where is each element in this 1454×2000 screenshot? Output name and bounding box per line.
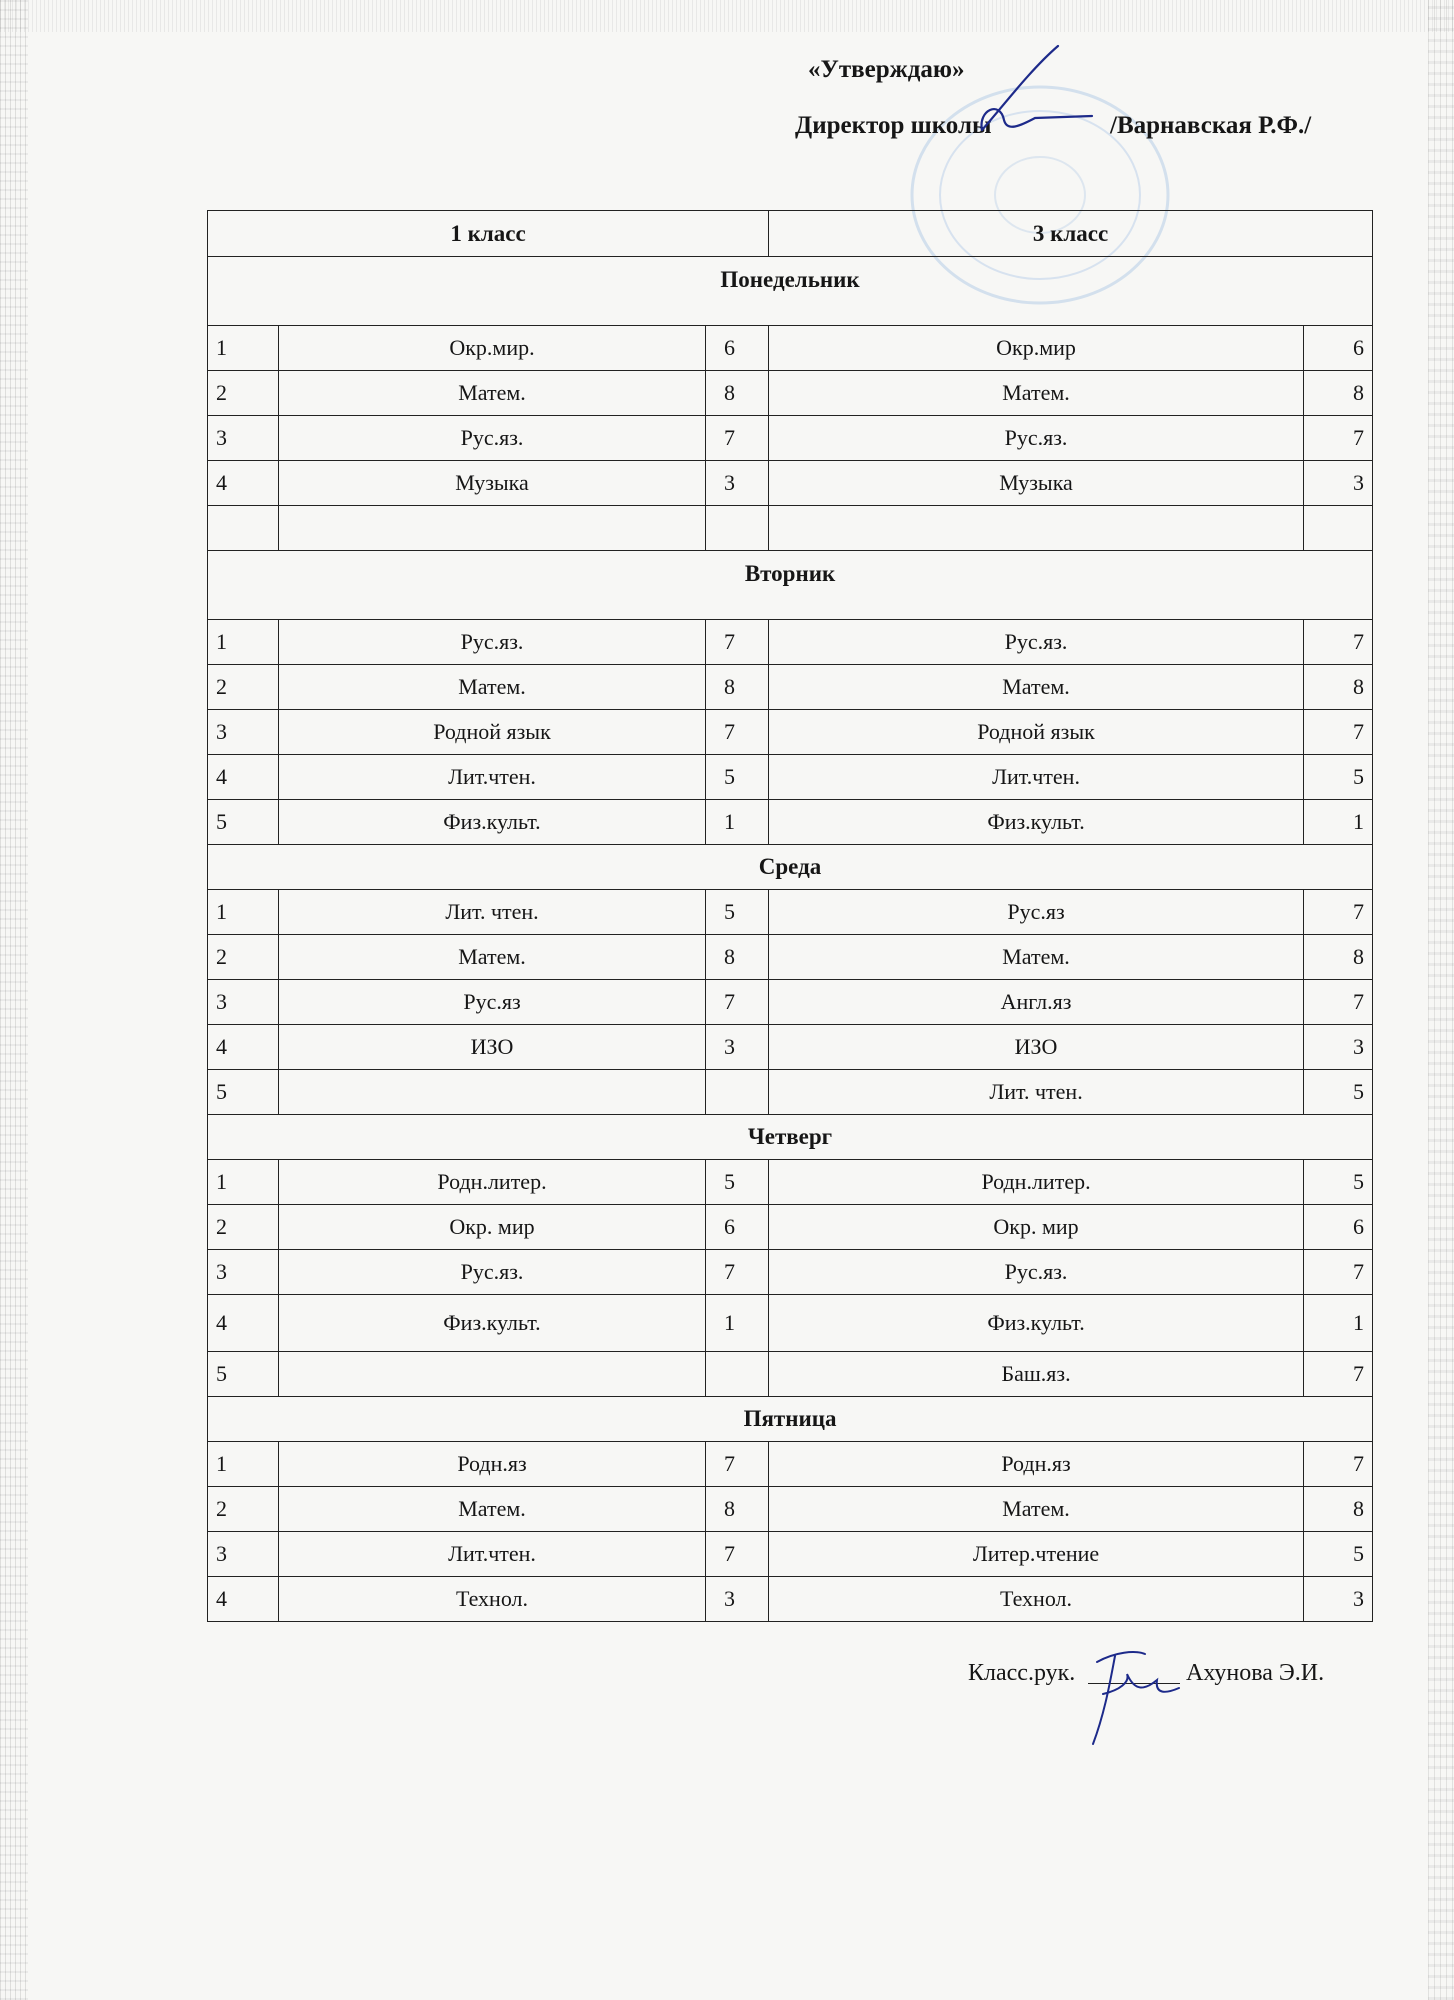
lesson-row — [208, 620, 1373, 665]
lesson-row — [208, 755, 1373, 800]
class3-hours: 1 — [1304, 1295, 1373, 1352]
day-header-row — [208, 845, 1373, 890]
scan-noise-top — [0, 0, 1454, 32]
lesson-row — [208, 1352, 1373, 1397]
director-signature-icon — [960, 40, 1100, 140]
lesson-row — [208, 935, 1373, 980]
lesson-row — [208, 710, 1373, 755]
class3-hours: 3 — [1304, 461, 1373, 506]
lesson-row — [208, 890, 1373, 935]
class1-hours: 7 — [706, 1532, 769, 1577]
class3-subject: Родной язык — [769, 710, 1304, 755]
class3-subject: Окр. мир — [769, 1205, 1304, 1250]
class3-hours: 7 — [1304, 1352, 1373, 1397]
lesson-number: 2 — [208, 1205, 279, 1250]
lesson-row — [208, 416, 1373, 461]
lesson-number: 4 — [208, 1577, 279, 1622]
lesson-number: 1 — [208, 1442, 279, 1487]
lesson-row — [208, 980, 1373, 1025]
class3-subject: ИЗО — [769, 1025, 1304, 1070]
day-header-row — [208, 1397, 1373, 1442]
class1-hours: 7 — [706, 1250, 769, 1295]
class3-subject: Рус.яз. — [769, 416, 1304, 461]
class3-subject — [769, 506, 1304, 551]
lesson-number: 5 — [208, 800, 279, 845]
lesson-row — [208, 1070, 1373, 1115]
lesson-row — [208, 1532, 1373, 1577]
class3-subject: Матем. — [769, 935, 1304, 980]
class3-subject: Лит. чтен. — [769, 1070, 1304, 1115]
class1-hours — [706, 506, 769, 551]
day-header-row — [208, 1115, 1373, 1160]
lesson-number: 4 — [208, 1025, 279, 1070]
class1-hours: 8 — [706, 665, 769, 710]
class3-subject: Рус.яз. — [769, 620, 1304, 665]
lesson-row — [208, 326, 1373, 371]
class1-hours: 1 — [706, 800, 769, 845]
class3-subject: Матем. — [769, 1487, 1304, 1532]
class3-subject: Родн.литер. — [769, 1160, 1304, 1205]
class1-hours: 1 — [706, 1295, 769, 1352]
lesson-row — [208, 371, 1373, 416]
class1-subject: Музыка — [279, 461, 706, 506]
lesson-row — [208, 1577, 1373, 1622]
day-header-row — [208, 257, 1373, 326]
lesson-number: 3 — [208, 1250, 279, 1295]
class3-hours: 3 — [1304, 1577, 1373, 1622]
lesson-number: 1 — [208, 326, 279, 371]
class3-hours: 7 — [1304, 890, 1373, 935]
class1-hours: 5 — [706, 1160, 769, 1205]
class1-subject: Родн.литер. — [279, 1160, 706, 1205]
class1-hours — [706, 1352, 769, 1397]
class1-subject: Лит.чтен. — [279, 755, 706, 800]
lesson-number: 3 — [208, 710, 279, 755]
lesson-number: 5 — [208, 1070, 279, 1115]
class1-subject: Рус.яз. — [279, 1250, 706, 1295]
class1-hours: 3 — [706, 1577, 769, 1622]
class1-hours — [706, 1070, 769, 1115]
lesson-row — [208, 665, 1373, 710]
lesson-number: 2 — [208, 935, 279, 980]
lesson-row — [208, 1250, 1373, 1295]
class3-subject: Рус.яз — [769, 890, 1304, 935]
class3-hours: 6 — [1304, 326, 1373, 371]
class1-subject — [279, 1070, 706, 1115]
lesson-number: 2 — [208, 371, 279, 416]
class3-subject: Матем. — [769, 371, 1304, 416]
class1-subject: Лит. чтен. — [279, 890, 706, 935]
class1-subject: Физ.культ. — [279, 1295, 706, 1352]
day-name: Понедельник — [208, 257, 1373, 326]
class3-subject: Родн.яз — [769, 1442, 1304, 1487]
day-header-row — [208, 551, 1373, 620]
lesson-row — [208, 1442, 1373, 1487]
class1-subject: Матем. — [279, 665, 706, 710]
lesson-number: 1 — [208, 620, 279, 665]
class3-subject: Музыка — [769, 461, 1304, 506]
class3-subject: Окр.мир — [769, 326, 1304, 371]
class1-subject: Лит.чтен. — [279, 1532, 706, 1577]
approve-title: «Утверждаю» — [808, 56, 965, 83]
lesson-number: 1 — [208, 1160, 279, 1205]
class3-hours: 3 — [1304, 1025, 1373, 1070]
class3-hours: 8 — [1304, 935, 1373, 980]
day-name: Четверг — [208, 1115, 1373, 1160]
lesson-number: 2 — [208, 1487, 279, 1532]
class1-subject: Окр.мир. — [279, 326, 706, 371]
day-name: Вторник — [208, 551, 1373, 620]
scan-noise-left — [0, 0, 28, 2000]
class1-subject: ИЗО — [279, 1025, 706, 1070]
class1-hours: 8 — [706, 1487, 769, 1532]
class1-header: 1 класс — [208, 211, 769, 257]
class1-hours: 3 — [706, 1025, 769, 1070]
class1-hours: 8 — [706, 371, 769, 416]
class3-hours: 7 — [1304, 710, 1373, 755]
class3-subject: Англ.яз — [769, 980, 1304, 1025]
scan-noise-right — [1428, 0, 1454, 2000]
lesson-number: 4 — [208, 755, 279, 800]
class1-subject: Рус.яз. — [279, 620, 706, 665]
lesson-row — [208, 800, 1373, 845]
class1-subject: Родной язык — [279, 710, 706, 755]
class3-hours: 7 — [1304, 416, 1373, 461]
class1-hours: 3 — [706, 461, 769, 506]
class1-subject: Матем. — [279, 371, 706, 416]
class1-hours: 6 — [706, 326, 769, 371]
class3-subject: Физ.культ. — [769, 800, 1304, 845]
class3-subject: Лит.чтен. — [769, 755, 1304, 800]
class1-hours: 7 — [706, 620, 769, 665]
lesson-number: 3 — [208, 1532, 279, 1577]
class1-subject: Рус.яз. — [279, 416, 706, 461]
class1-hours: 7 — [706, 710, 769, 755]
class3-hours: 5 — [1304, 1160, 1373, 1205]
director-label: Директор школы — [795, 112, 992, 139]
class3-hours: 7 — [1304, 620, 1373, 665]
lesson-row — [208, 1487, 1373, 1532]
class1-subject: Матем. — [279, 1487, 706, 1532]
lesson-row — [208, 1295, 1373, 1352]
class1-hours: 5 — [706, 890, 769, 935]
class1-subject: Матем. — [279, 935, 706, 980]
class3-subject: Рус.яз. — [769, 1250, 1304, 1295]
lesson-number: 1 — [208, 890, 279, 935]
class3-hours: 8 — [1304, 1487, 1373, 1532]
class1-hours: 6 — [706, 1205, 769, 1250]
lesson-number: 4 — [208, 1295, 279, 1352]
class3-hours: 5 — [1304, 1532, 1373, 1577]
class1-hours: 5 — [706, 755, 769, 800]
lesson-number — [208, 506, 279, 551]
class1-subject — [279, 506, 706, 551]
lesson-number: 3 — [208, 980, 279, 1025]
class3-subject: Технол. — [769, 1577, 1304, 1622]
class3-hours: 5 — [1304, 1070, 1373, 1115]
class3-subject: Литер.чтение — [769, 1532, 1304, 1577]
director-name: /Варнавская Р.Ф./ — [1110, 112, 1312, 139]
class3-hours: 5 — [1304, 755, 1373, 800]
teacher-signature-icon — [1075, 1632, 1185, 1752]
class3-hours: 8 — [1304, 665, 1373, 710]
lesson-number: 4 — [208, 461, 279, 506]
class3-hours: 7 — [1304, 980, 1373, 1025]
day-name: Пятница — [208, 1397, 1373, 1442]
lesson-row — [208, 461, 1373, 506]
class3-header: 3 класс — [769, 211, 1373, 257]
class1-hours: 8 — [706, 935, 769, 980]
class1-subject — [279, 1352, 706, 1397]
class3-subject: Баш.яз. — [769, 1352, 1304, 1397]
schedule-table — [207, 210, 1373, 1622]
class1-hours: 7 — [706, 1442, 769, 1487]
teacher-name: Ахунова Э.И. — [1186, 1660, 1325, 1686]
class3-subject: Матем. — [769, 665, 1304, 710]
class3-hours: 8 — [1304, 371, 1373, 416]
class3-hours: 7 — [1304, 1250, 1373, 1295]
class1-subject: Окр. мир — [279, 1205, 706, 1250]
class1-subject: Физ.культ. — [279, 800, 706, 845]
lesson-number: 2 — [208, 665, 279, 710]
class3-hours — [1304, 506, 1373, 551]
lesson-row — [208, 1025, 1373, 1070]
class1-hours: 7 — [706, 980, 769, 1025]
lesson-row — [208, 506, 1373, 551]
class3-hours: 7 — [1304, 1442, 1373, 1487]
class1-subject: Родн.яз — [279, 1442, 706, 1487]
class1-subject: Рус.яз — [279, 980, 706, 1025]
lesson-row — [208, 1205, 1373, 1250]
class3-hours: 6 — [1304, 1205, 1373, 1250]
teacher-label: Класс.рук. — [968, 1660, 1076, 1686]
lesson-number: 3 — [208, 416, 279, 461]
lesson-number: 5 — [208, 1352, 279, 1397]
class1-hours: 7 — [706, 416, 769, 461]
lesson-row — [208, 1160, 1373, 1205]
class1-subject: Технол. — [279, 1577, 706, 1622]
class3-hours: 1 — [1304, 800, 1373, 845]
day-name: Среда — [208, 845, 1373, 890]
class-header-row — [208, 211, 1373, 257]
class3-subject: Физ.культ. — [769, 1295, 1304, 1352]
